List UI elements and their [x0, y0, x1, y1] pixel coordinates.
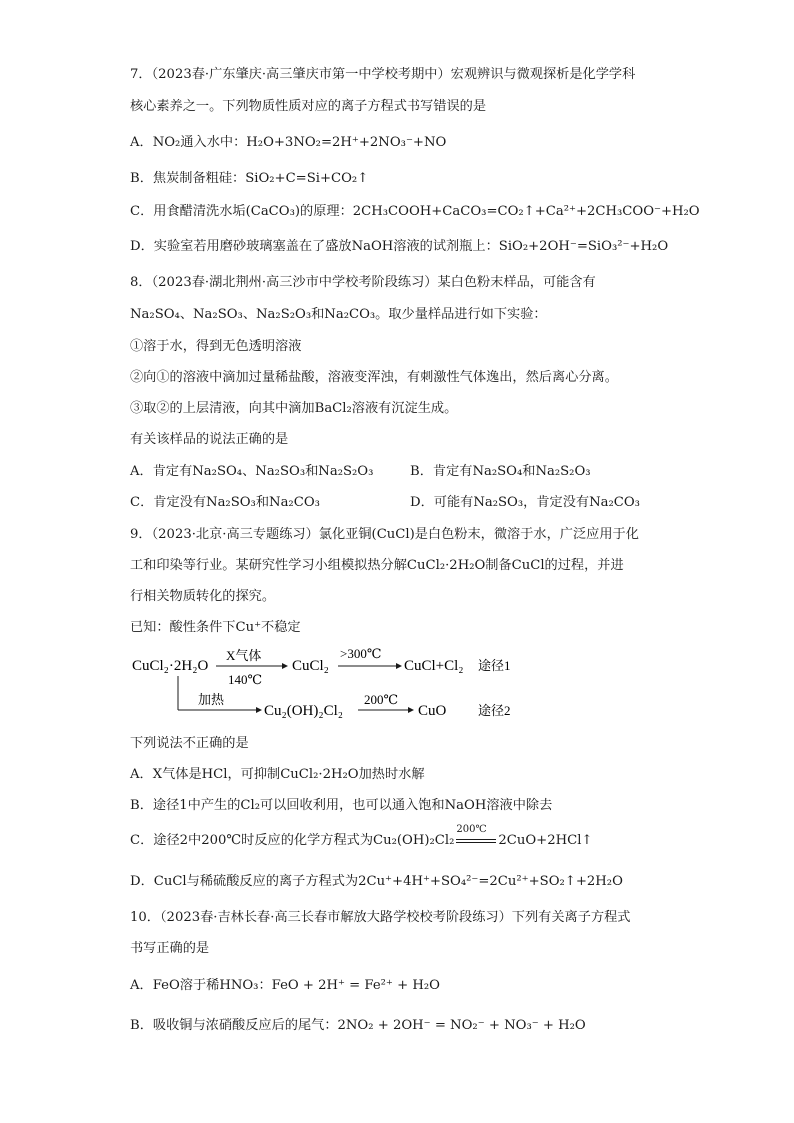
q10-option-a: A．FeO溶于稀HNO₃：FeO + 2H⁺ = Fe²⁺ + H₂O — [130, 978, 440, 993]
q10-line2: 书写正确的是 — [130, 941, 210, 956]
q7-line1: 7．（2023春·广东肇庆·高三肇庆市第一中学校考期中）宏观辨识与微观探析是化学学科 — [130, 67, 636, 82]
q8-step2: ②向①的溶液中滴加过量稀盐酸，溶液变浑浊，有刺激性气体逸出，然后离心分离。 — [130, 370, 618, 385]
q7-option-d: D．实验室若用磨砂玻璃塞盖在了盛放NaOH溶液的试剂瓶上：SiO₂+2OH⁻=SiO₃²⁻+H₂O — [130, 239, 669, 254]
diagram-arrow4-head — [408, 707, 414, 713]
q8-option-c: C．肯定没有Na₂SO₃和Na₂CO₃ — [130, 495, 320, 510]
diagram-route2: 途径2 — [478, 703, 511, 718]
q9-option-c-equals — [456, 839, 496, 843]
q9-line3: 行相关物质转化的探究。 — [130, 589, 276, 604]
diagram-route1: 途径1 — [478, 658, 511, 673]
diagram-mid1: CuCl₂ — [292, 658, 329, 674]
diagram-mid2: Cu₂(OH)₂Cl₂ — [264, 703, 344, 719]
q8-option-b: B．肯定有Na₂SO₄和Na₂S₂O₃ — [410, 464, 591, 479]
diagram-arrow2-head — [396, 663, 402, 669]
reaction-pathway-diagram — [128, 640, 588, 730]
q9-option-c-condition-label: 200℃ — [456, 824, 487, 835]
diagram-arrow1-head — [282, 663, 288, 669]
q9-option-c-condition — [454, 824, 498, 850]
diagram-start: CuCl₂·2H₂O — [132, 658, 209, 674]
diagram-product2: CuO — [418, 703, 447, 719]
q8-option-d: D．可能有Na₂SO₃，肯定没有Na₂CO₃ — [410, 495, 640, 510]
q7-line2: 核心素养之一。下列物质性质对应的离子方程式书写错误的是 — [130, 99, 487, 114]
q9-line1: 9．（2023·北京·高三专题练习）氯化亚铜(CuCl)是白色粉末，微溶于水，广泛应用于化 — [130, 527, 639, 542]
q8-step1: ①溶于水，得到无色透明溶液 — [130, 339, 302, 354]
diagram-product1: CuCl+Cl₂ — [404, 658, 464, 674]
q8-step3: ③取②的上层清液，向其中滴加BaCl₂溶液有沉淀生成。 — [130, 401, 458, 416]
q7-option-c: C．用食醋清洗水垢(CaCO₃)的原理：2CH₃COOH+CaCO₃=CO₂↑+Ca²⁺+2CH₃COO⁻+H₂O — [130, 204, 700, 219]
diagram-cond1-top: X气体 — [226, 648, 262, 663]
q9-option-a: A．X气体是HCl，可抑制CuCl₂·2H₂O加热时水解 — [130, 767, 425, 782]
q9-option-c-pre: C．途径2中200℃时反应的化学方程式为Cu₂(OH)₂Cl₂ — [130, 833, 455, 848]
q9-line2: 工和印染等行业。某研究性学习小组模拟热分解CuCl₂·2H₂O制备CuCl的过程，并进 — [130, 558, 624, 573]
q9-known: 已知：酸性条件下Cu⁺不稳定 — [130, 620, 301, 635]
q10-line1: 10．（2023春·吉林长春·高三长春市解放大路学校校考阶段练习）下列有关离子方程式 — [130, 910, 631, 925]
q8-option-a: A．肯定有Na₂SO₄、Na₂SO₃和Na₂S₂O₃ — [130, 464, 374, 479]
q9-option-d: D．CuCl与稀硫酸反应的离子方程式为2Cu⁺+4H⁺+SO₄²⁻=2Cu²⁺+SO₂↑+2H₂O — [130, 874, 623, 889]
q8-line1: 8．（2023春·湖北荆州·高三沙市中学校考阶段练习）某白色粉末样品，可能含有 — [130, 275, 596, 290]
diagram-cond2-top: >300℃ — [340, 646, 382, 661]
q8-line2: Na₂SO₄、Na₂SO₃、Na₂S₂O₃和Na₂CO₃。取少量样品进行如下实验： — [130, 307, 547, 322]
q7-option-b: B．焦炭制备粗硅：SiO₂+C=Si+CO₂↑ — [130, 171, 369, 186]
diagram-cond3: 加热 — [198, 692, 225, 707]
q7-option-a: A．NO₂通入水中：H₂O+3NO₂=2H⁺+2NO₃⁻+NO — [130, 135, 447, 150]
q8-stem: 有关该样品的说法正确的是 — [130, 432, 289, 447]
q10-option-b: B．吸收铜与浓硝酸反应后的尾气：2NO₂ + 2OH⁻ = NO₂⁻ + NO₃⁻ + H₂O — [130, 1018, 586, 1033]
q9-option-c — [130, 824, 593, 850]
q9-option-c-post: 2CuO+2HCl↑ — [498, 833, 593, 848]
diagram-arrow3-head — [256, 707, 262, 713]
diagram-cond4: 200℃ — [364, 692, 399, 707]
diagram-cond1-bottom: 140℃ — [228, 672, 263, 687]
q9-stem: 下列说法不正确的是 — [130, 736, 249, 751]
q9-option-b: B．途径1中产生的Cl₂可以回收利用，也可以通入饱和NaOH溶液中除去 — [130, 798, 553, 813]
